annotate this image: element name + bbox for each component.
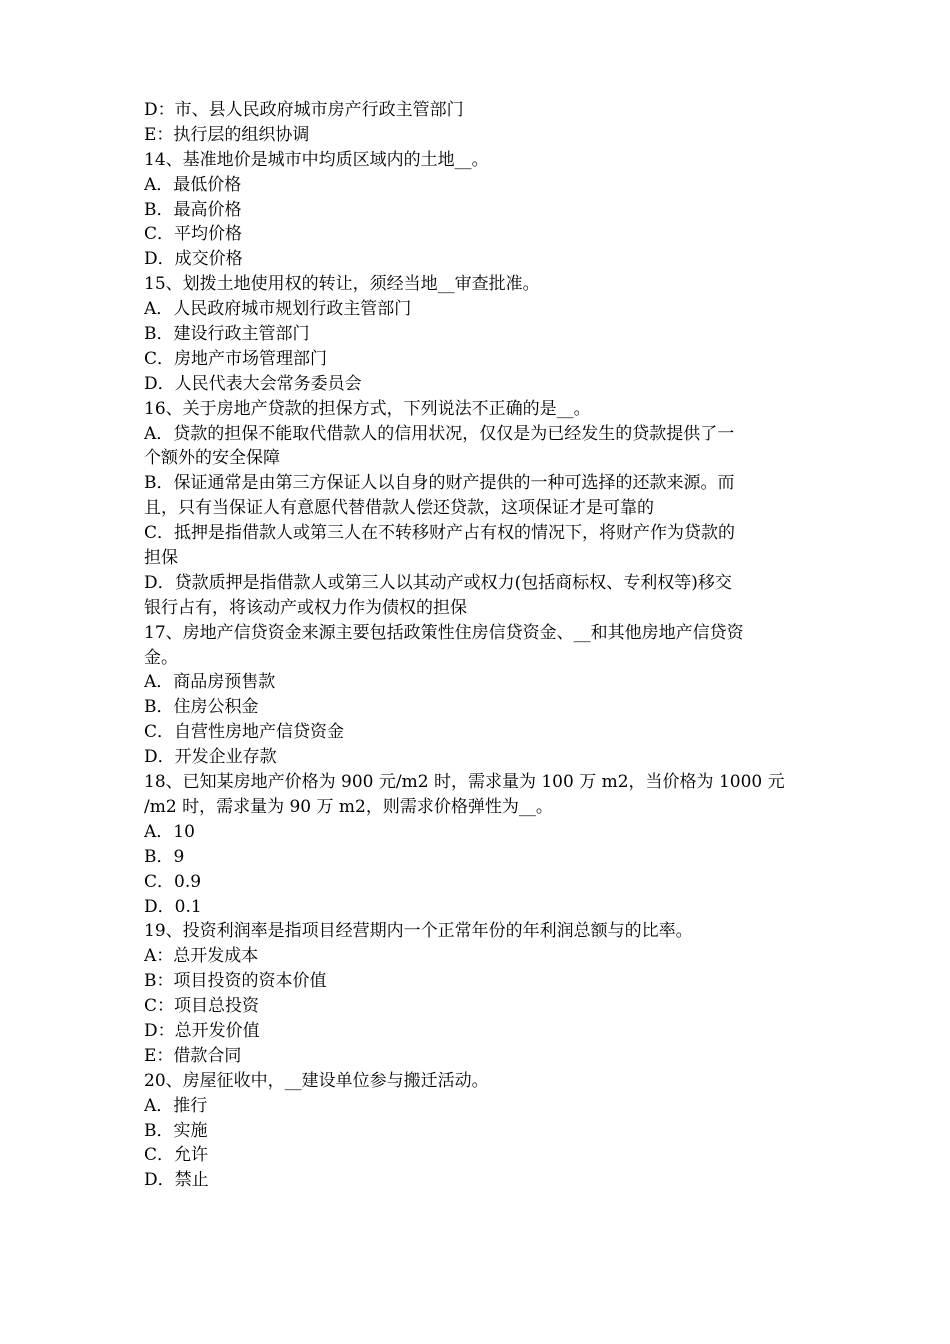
question-14: 14、基准地价是城市中均质区域内的土地__。 [144, 149, 489, 170]
option-line: C．自营性房地产信贷资金 [144, 722, 345, 743]
text-line: D：市、县人民政府城市房产行政主管部门 [144, 100, 464, 120]
question-18: 18、已知某房地产价格为 900 元/m2 时，需求量为 100 万 m2，当价格为 1000 元 [144, 772, 785, 793]
question-16: 16、关于房地产贷款的担保方式，下列说法不正确的是__。 [144, 398, 591, 419]
option-line: B．保证通常是由第三方保证人以自身的财产提供的一种可选择的还款来源。而 [144, 473, 735, 494]
option-line: D．贷款质押是指借款人或第三人以其动产或权力(包括商标权、专利权等)移交 [144, 572, 732, 593]
option-line: C．允许 [144, 1145, 209, 1166]
question-17: 17、房地产信贷资金来源主要包括政策性住房信贷资金、__和其他房地产信贷资 [144, 622, 744, 643]
option-line: C．0.9 [144, 871, 202, 892]
option-line: A．最低价格 [144, 174, 242, 195]
option-line: B．9 [144, 846, 185, 867]
option-line: D：总开发价值 [144, 1020, 260, 1041]
option-line: B：项目投资的资本价值 [144, 971, 327, 992]
question-15: 15、划拨土地使用权的转让，须经当地__审查批准。 [144, 274, 540, 295]
option-line: B．最高价格 [144, 199, 242, 220]
option-line: D．人民代表大会常务委员会 [144, 373, 362, 394]
option-line: B．建设行政主管部门 [144, 324, 310, 345]
option-line: E：借款合同 [144, 1045, 242, 1066]
option-line: C：项目总投资 [144, 996, 260, 1017]
question-19: 19、投资利润率是指项目经营期内一个正常年份的年利润总额与的比率。 [144, 921, 693, 942]
option-line: A：总开发成本 [144, 946, 259, 967]
option-line: C．平均价格 [144, 224, 243, 245]
option-line: D．禁止 [144, 1170, 209, 1191]
option-line: 银行占有，将该动产或权力作为债权的担保 [144, 597, 467, 618]
option-line: D．0.1 [144, 896, 202, 917]
question-20: 20、房屋征收中，__建设单位参与搬迁活动。 [144, 1070, 489, 1091]
document-body [144, 98, 812, 1193]
option-line: D．成交价格 [144, 249, 243, 270]
option-line: 且，只有当保证人有意愿代替借款人偿还贷款，这项保证才是可靠的 [144, 498, 654, 519]
option-line: A．贷款的担保不能取代借款人的信用状况，仅仅是为已经发生的贷款提供了一 [144, 423, 735, 444]
text-line: E：执行层的组织协调 [144, 124, 310, 145]
option-line: 担保 [144, 548, 178, 569]
option-line: D．开发企业存款 [144, 747, 277, 768]
option-line: B．实施 [144, 1120, 208, 1141]
option-line: A．推行 [144, 1095, 208, 1116]
question-17-continued: 金。 [144, 647, 178, 668]
option-line: A．商品房预售款 [144, 672, 276, 693]
option-line: C．抵押是指借款人或第三人在不转移财产占有权的情况下，将财产作为贷款的 [144, 523, 736, 544]
option-line: C．房地产市场管理部门 [144, 348, 328, 369]
option-line: B．住房公积金 [144, 697, 259, 718]
question-18-continued: /m2 时，需求量为 90 万 m2，则需求价格弹性为__。 [144, 796, 553, 817]
option-line: A．人民政府城市规划行政主管部门 [144, 299, 412, 320]
option-line: A．10 [144, 821, 195, 842]
option-line: 个额外的安全保障 [144, 448, 280, 469]
